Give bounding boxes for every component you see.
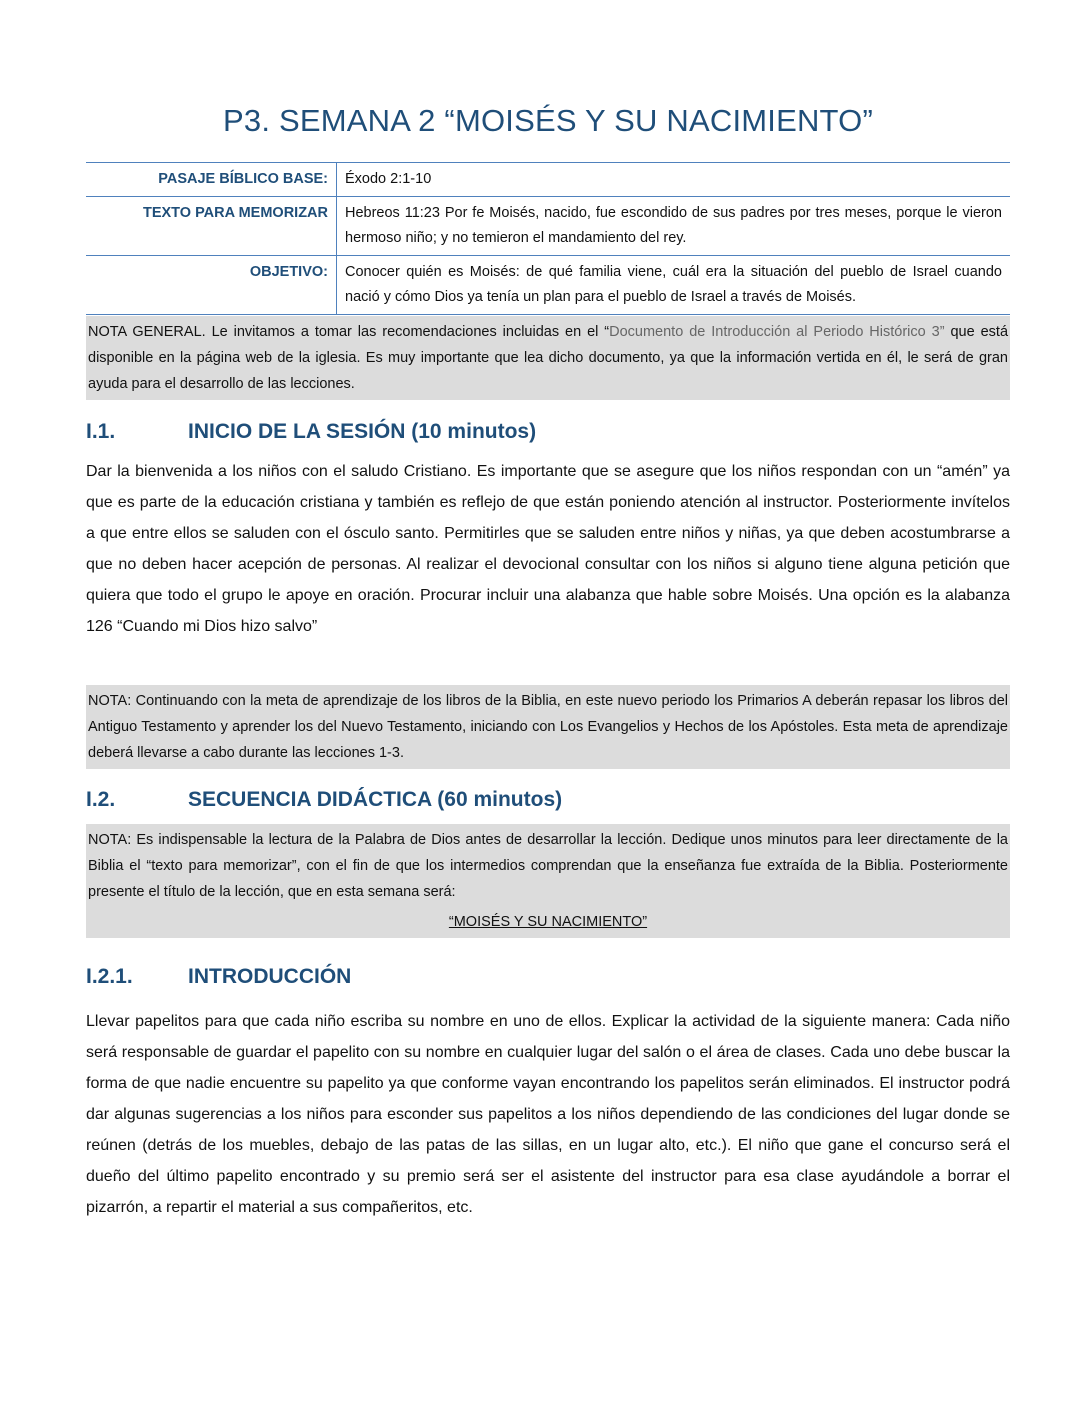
nota-general: [86, 316, 1010, 400]
info-row-objetivo: [86, 256, 1010, 315]
section-inicio-body: Dar la bienvenida a los niños con el saludo Cristiano. Es importante que se asegure que los niños respondan con un “amén” ya que es parte de la educación cristiana y también es reflejo de que están poniendo atención al instructor. Posteriormente invítelos a que entre ellos se saluden con el ósculo santo. Permitirles que se saluden entre niños y niñas, ya que deben acostumbrarse a que no deben hacer acepción de personas. Al realizar el devocional consultar con los niños si alguno tiene alguna petición que quiera que todo el grupo le apoye en oración. Procurar incluir una alabanza que hable sobre Moisés. Una opción es la alabanza 126 “Cuando mi Dios hizo salvo”: [86, 463, 1010, 635]
section-title: INICIO DE LA SESIÓN (10 minutos): [188, 420, 537, 443]
section-number: I.1.: [86, 420, 116, 443]
section-number: I.2.1.: [86, 965, 133, 988]
nota-general-text-end: que está disponible en la página web de la iglesia. Es muy importante que lea dicho documento, ya que la información vertida en él, le será de gran ayuda para el desarrollo de las lecciones.: [88, 324, 1009, 392]
section-heading-secuencia: [86, 788, 1010, 812]
section-title: INTRODUCCIÓN: [188, 965, 352, 988]
info-label: PASAJE BÍBLICO BASE:: [86, 163, 337, 197]
info-label: TEXTO PARA MEMORIZAR: [86, 197, 337, 256]
info-value: Hebreos 11:23 Por fe Moisés, nacido, fue escondido de sus padres por tres meses, porque le vieron hermoso niño; y no temieron el mandamiento del rey.: [345, 205, 1002, 246]
nota-lectura-biblia: [86, 824, 1010, 938]
section-heading-inicio: [86, 420, 1010, 444]
info-value: Éxodo 2:1-10: [345, 171, 432, 187]
page-title: P3. SEMANA 2 “MOISÉS Y SU NACIMIENTO”: [223, 103, 873, 138]
nota-general-document-link[interactable]: Documento de Introducción al Periodo Histórico 3”: [609, 324, 945, 340]
info-label: OBJETIVO:: [86, 256, 337, 315]
lesson-info-table: [86, 162, 1010, 315]
info-row-pasaje: [86, 163, 1010, 197]
section-title: SECUENCIA DIDÁCTICA (60 minutos): [188, 788, 563, 811]
info-row-texto: [86, 197, 1010, 256]
nota-general-text: NOTA GENERAL. Le invitamos a tomar las recomendaciones incluidas en el “: [88, 324, 610, 340]
nota-lectura-text: NOTA: Es indispensable la lectura de la Palabra de Dios antes de desarrollar la lección. Dedique unos minutos para leer directamente de la Biblia el “texto para memorizar”, con el fin de que los intermedios comprendan que la enseñanza fue extraída de la Biblia. Posteriormente presente el título de la lección, que en esta semana será:: [88, 832, 1008, 900]
info-value: Conocer quién es Moisés: de qué familia viene, cuál era la situación del pueblo de Israel cuando nació y cómo Dios ya tenía un plan para el pueblo de Israel a través de Moisés.: [345, 264, 1002, 305]
lesson-title: “MOISÉS Y SU NACIMIENTO”: [448, 914, 648, 930]
section-introduccion-body: Llevar papelitos para que cada niño escriba su nombre en uno de ellos. Explicar la actividad de la siguiente manera: Cada niño será responsable de guardar el papelito con su nombre en cualquier lugar del salón o el área de clases. Cada uno debe buscar la forma de que nadie encuentre su papelito ya que conforme vayan encontrando los papelitos serán eliminados. El instructor podrá dar algunas sugerencias a los niños para esconder sus papelitos a los niños dependiendo de las condiciones del lugar donde se reúnen (detrás de los muebles, debajo de las patas de las sillas, en un lugar alto, etc.). El niño que gane el concurso será el dueño del último papelito encontrado y su premio será ser el asistente del instructor para esa clase ayudándole a borrar el pizarrón, a repartir el material a sus compañeritos, etc.: [86, 1013, 1010, 1216]
section-number: I.2.: [86, 788, 116, 811]
nota-libros-biblia: NOTA: Continuando con la meta de aprendizaje de los libros de la Biblia, en este nuevo periodo los Primarios A deberán repasar los libros del Antiguo Testamento y aprender los del Nuevo Testamento, iniciando con Los Evangelios y Hechos de los Apóstoles. Esta meta de aprendizaje deberá llevarse a cabo durante las lecciones 1-3.: [86, 685, 1010, 769]
section-heading-introduccion: [86, 965, 1010, 989]
